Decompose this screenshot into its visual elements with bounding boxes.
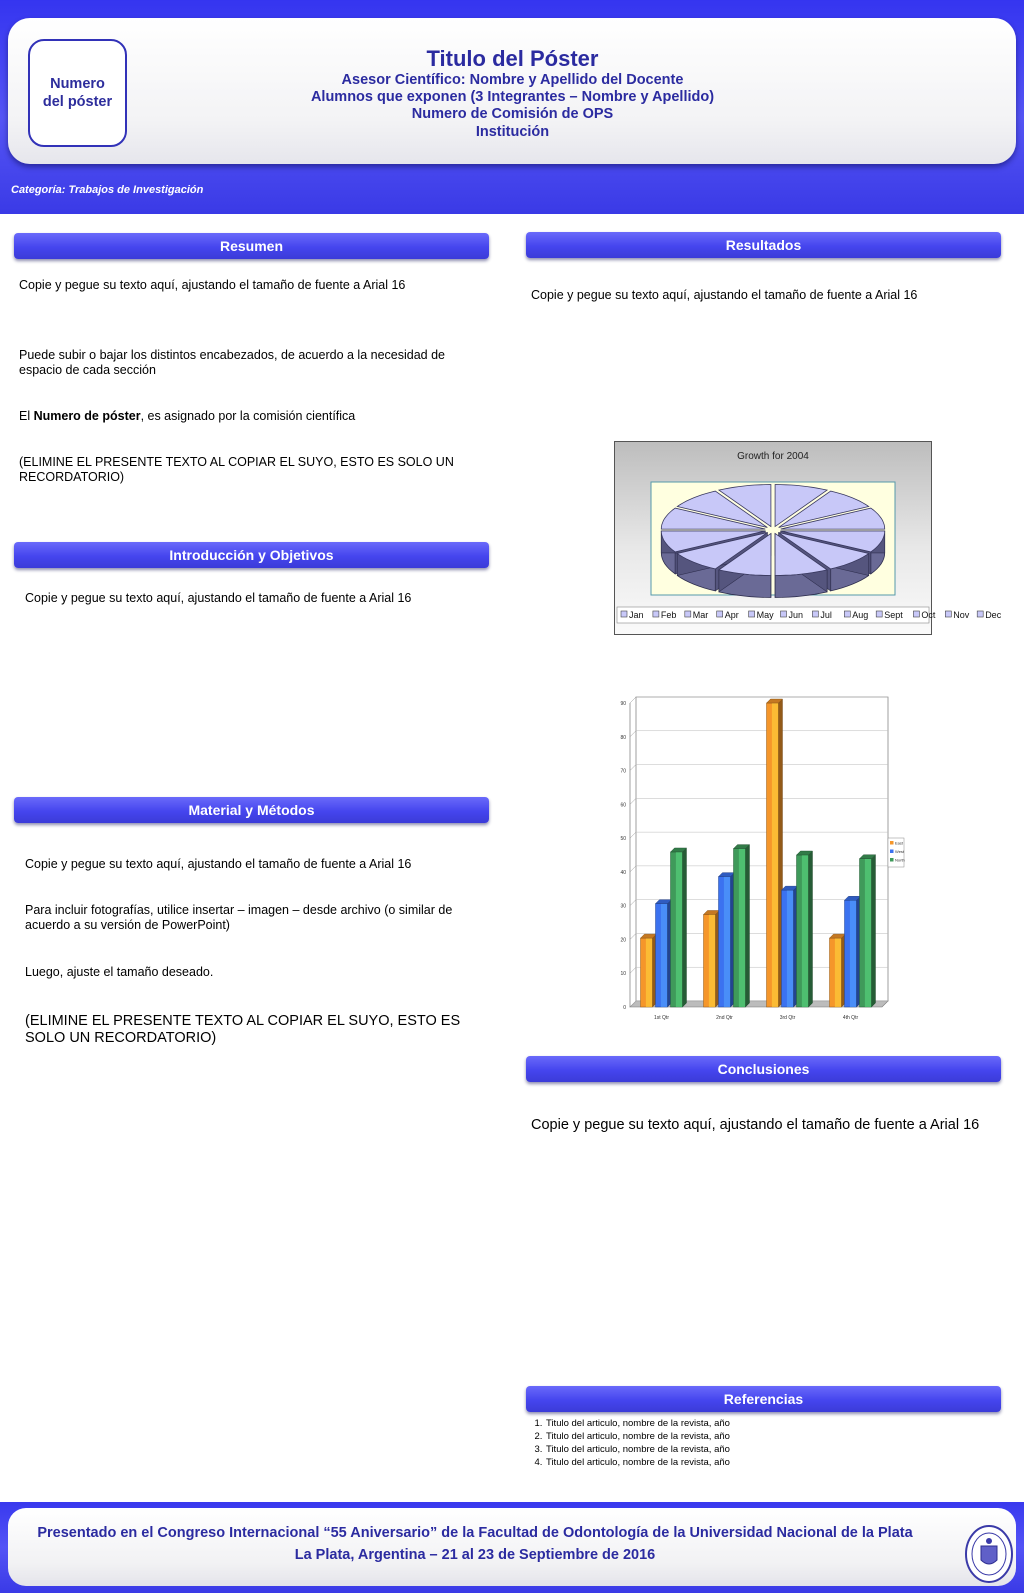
- material-paragraph-1: Copie y pegue su texto aquí, ajustando el tamaño de fuente a Arial 16: [25, 857, 412, 871]
- resumen-paragraph-3: [19, 409, 489, 424]
- resumen-paragraph-1: Copie y pegue su texto aquí, ajustando el tamaño de fuente a Arial 16: [19, 278, 406, 292]
- pie-legend-label: Oct: [921, 610, 936, 620]
- bar-east-2: [704, 910, 720, 1007]
- reference-item: 4. Titulo del articulo, nombre de la revista, año: [545, 1456, 730, 1469]
- pie-legend-label: May: [756, 610, 774, 620]
- section-header-resumen: Resumen: [14, 233, 489, 259]
- bar-east-3: [767, 699, 783, 1007]
- bar-north-3: [797, 851, 813, 1007]
- bar-category-label: 4th Qtr: [842, 1015, 859, 1021]
- bar-legend-label: West: [895, 849, 905, 854]
- resumen-p3-bold: Numero de póster: [33, 409, 141, 423]
- section-header-material: Material y Métodos: [14, 797, 489, 823]
- bar-west-4: [845, 896, 861, 1007]
- material-paragraph-4: (ELIMINE EL PRESENTE TEXTO AL COPIAR EL SUYO, ESTO ES SOLO UN RECORDATORIO): [25, 1013, 461, 1046]
- bar-category-label: 2nd Qtr: [716, 1015, 733, 1021]
- bar-legend-label: East: [895, 840, 904, 846]
- material-paragraph-2: Para incluir fotografías, utilice insertar – imagen – desde archivo (o similar de acuerdo a su versión de PowerPoint): [25, 903, 453, 932]
- bar-ytick-label: 50: [620, 836, 626, 843]
- pie-legend-label: Jul: [820, 610, 832, 620]
- pie-legend-label: Mar: [692, 610, 709, 620]
- bar-west-2: [719, 873, 735, 1007]
- bar-legend: [888, 838, 905, 867]
- pie-legend-label: Sept: [884, 610, 903, 620]
- institution-line: Institución: [475, 124, 550, 140]
- pie-chart: [614, 441, 1002, 635]
- resultados-paragraph-1: Copie y pegue su texto aquí, ajustando el tamaño de fuente a Arial 16: [531, 288, 918, 302]
- bar-ytick-label: 70: [620, 768, 626, 775]
- bar-north-2: [734, 845, 750, 1007]
- category-label: Categoría: Trabajos de Investigación: [11, 184, 204, 196]
- section-header-resultados: Resultados: [526, 232, 1001, 258]
- bar-east-4: [830, 934, 846, 1007]
- section-header-conclusiones: Conclusiones: [526, 1056, 1001, 1082]
- reference-item: 3. Titulo del articulo, nombre de la revista, año: [545, 1443, 730, 1456]
- pie-legend-label: Jun: [788, 610, 804, 620]
- pie-legend-label: Dec: [985, 610, 1002, 620]
- bar-north-1: [671, 848, 687, 1007]
- bar-gridline: [630, 933, 636, 939]
- bar-category-label: 1st Qtr: [653, 1015, 670, 1021]
- section-header-referencias: Referencias: [526, 1386, 1001, 1412]
- bar-west-3: [782, 886, 798, 1007]
- pie-legend-label: Feb: [660, 610, 677, 620]
- references-list: [529, 1417, 730, 1469]
- resumen-p3-suffix: , es asignado por la comisión científica: [140, 409, 356, 423]
- bar-gridline: [630, 967, 636, 973]
- resumen-paragraph-2: Puede subir o bajar los distintos encabezados, de acuerdo a la necesidad de espacio de cada sección: [19, 348, 445, 377]
- bar-gridline: [630, 900, 636, 906]
- footer-location-line: La Plata, Argentina – 21 al 23 de Septiembre de 2016: [294, 1547, 656, 1563]
- section-header-introduccion: Introducción y Objetivos: [14, 542, 489, 568]
- students-line: Alumnos que exponen (3 Integrantes – Nombre y Apellido): [310, 89, 715, 105]
- bar-ytick-label: 20: [620, 937, 626, 944]
- commission-line: Numero de Comisión de OPS: [411, 106, 614, 122]
- bar-ytick-label: 80: [620, 734, 626, 741]
- pie-legend-label: Aug: [852, 610, 869, 620]
- conclusiones-paragraph-1: Copie y pegue su texto aquí, ajustando el tamaño de fuente a Arial 16: [531, 1117, 980, 1133]
- introduccion-paragraph-1: Copie y pegue su texto aquí, ajustando el tamaño de fuente a Arial 16: [25, 591, 412, 605]
- bar-chart: [620, 695, 920, 1030]
- bar-gridline: [630, 731, 636, 737]
- footer-congress-line: Presentado en el Congreso Internacional “55 Aniversario” de la Facultad de Odontología de la Universidad Nacional de la Plata: [37, 1525, 913, 1541]
- pie-legend-label: Apr: [724, 610, 739, 620]
- bar-gridline: [630, 765, 636, 771]
- pie-legend: [617, 607, 1002, 623]
- bar-north-4: [860, 855, 876, 1007]
- material-paragraph-3: Luego, ajuste el tamaño deseado.: [25, 965, 214, 979]
- poster-number-box: [28, 39, 127, 147]
- bar-ytick-label: 10: [620, 971, 626, 978]
- pie-legend-item-dec: [977, 610, 1002, 620]
- bar-ytick-label: 40: [620, 869, 626, 876]
- pie-legend-label: Jan: [629, 610, 644, 620]
- bar-ytick-label: 30: [620, 903, 626, 910]
- pie-chart-svg: [615, 442, 1002, 634]
- poster-number-label: Numero del póster: [42, 76, 113, 110]
- reference-item: 1. Titulo del articulo, nombre de la revista, año: [545, 1417, 730, 1430]
- bar-ytick-label: 0: [623, 1005, 626, 1011]
- advisor-line: Asesor Científico: Nombre y Apellido del Docente: [341, 72, 684, 88]
- pie-chart-title: Growth for 2004: [737, 451, 809, 462]
- bar-gridline: [630, 832, 636, 838]
- bar-chart-svg: [620, 695, 920, 1030]
- university-seal-icon: [964, 1524, 1014, 1584]
- reference-item: 2. Titulo del articulo, nombre de la revista, año: [545, 1430, 730, 1443]
- resumen-paragraph-4: (ELIMINE EL PRESENTE TEXTO AL COPIAR EL SUYO, ESTO ES SOLO UN RECORDATORIO): [19, 455, 454, 484]
- resumen-p3-prefix: El: [19, 409, 34, 423]
- bar-east-1: [641, 934, 657, 1007]
- bar-ytick-label: 60: [620, 802, 626, 809]
- pie-legend-item-nov: [945, 610, 970, 620]
- poster-title: Titulo del Póster: [426, 46, 599, 71]
- bar-ytick-label: 90: [620, 701, 626, 707]
- bar-gridline: [630, 866, 636, 872]
- pie-legend-label: Nov: [953, 610, 970, 620]
- bar-west-1: [656, 900, 672, 1007]
- bar-gridline: [630, 697, 636, 703]
- bar-legend-label: North: [895, 857, 905, 863]
- bar-category-label: 3rd Qtr: [779, 1015, 796, 1021]
- bar-gridline: [630, 798, 636, 804]
